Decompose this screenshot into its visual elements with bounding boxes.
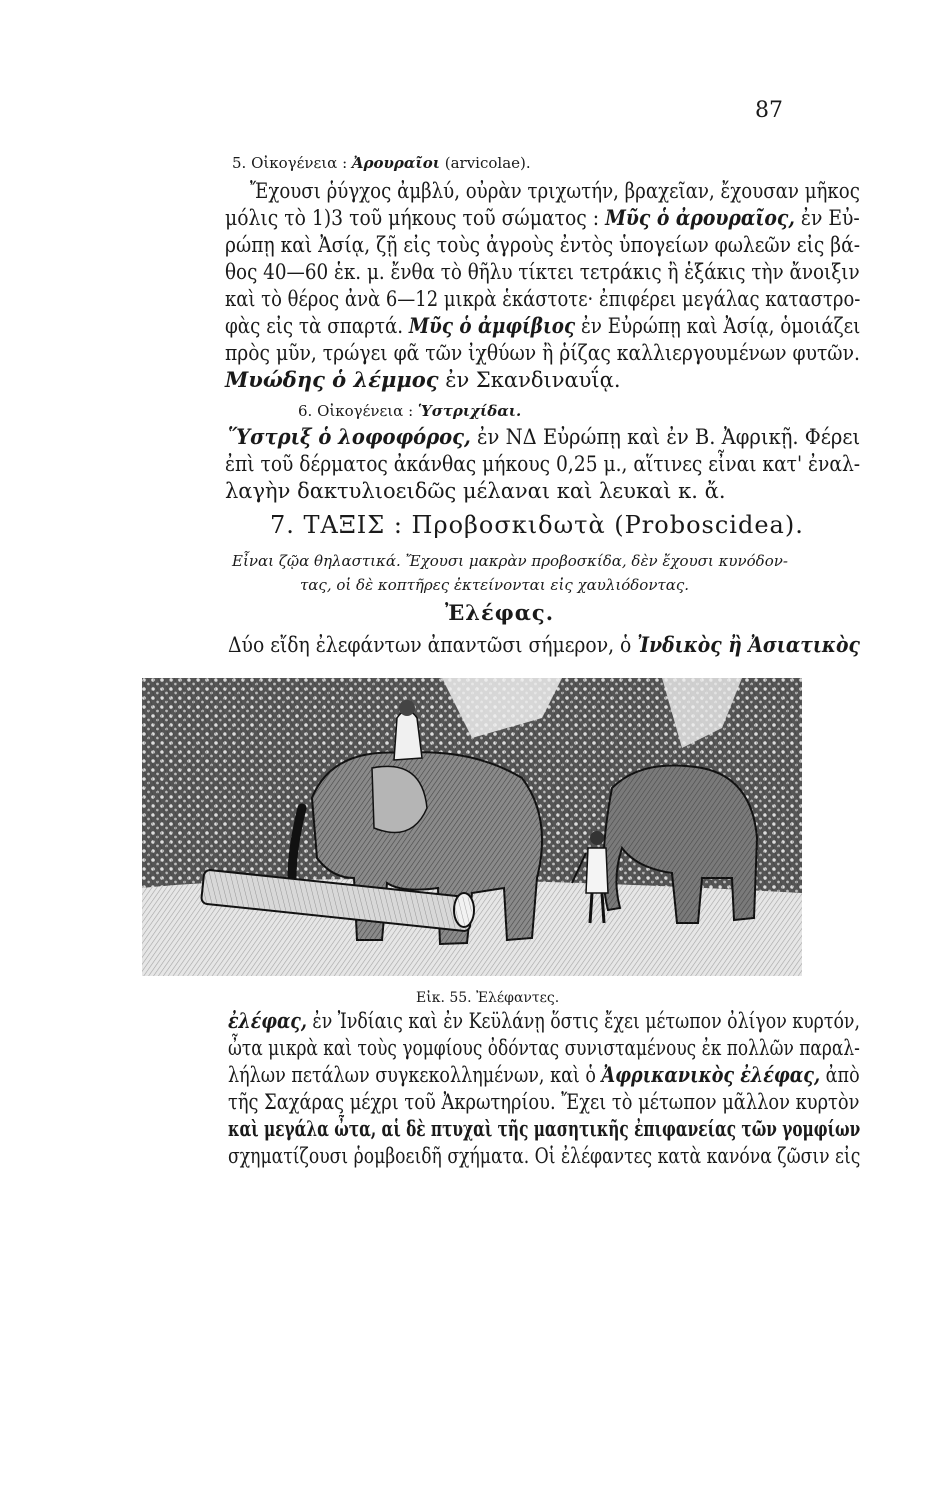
para3-line-5: καὶ μεγάλα ὦτα, αἱ δὲ πτυχαὶ τῆς μασητικῆς ἐπιφανείας τῶν γομφίων [228,1116,861,1141]
order-heading-7: 7. ΤΑΞΙΣ : Προβοσκιδωτὰ (Proboscidea). [270,511,804,539]
para1-line-2: μόλις τὸ 1)3 τοῦ μήκους τοῦ σώματος : Μῦς ὁ ἀρουραῖος, ἐν Εὐ- [225,205,860,230]
genus-heading: Ἐλέφας. [445,600,555,625]
page-number: 87 [755,98,783,123]
para1-line-8: Μυώδης ὁ λέμμος ἐν Σκανδιναυΐᾳ. [225,367,621,392]
para2-line-3: λαγὴν δακτυλιοειδῶς μέλαναι καὶ λευκαὶ κ. ἄ. [225,479,726,503]
order-description-line-1: Εἶναι ζῷα θηλαστικά. Ἔχουσι μακρὰν προβοσκίδα, δὲν ἔχουσι κυνόδον- [232,552,788,570]
para1-line-7: πρὸς μῦν, τρώγει φᾶ τῶν ἰχθύων ἢ ῥίζας καλλιεργουμένων φυτῶν. [225,341,860,365]
para2-line-2: ἐπὶ τοῦ δέρματος ἀκάνθας μήκους 0,25 μ., αἵτινες εἶναι κατ' ἐναλ- [225,452,861,476]
para1-line-5: καὶ τὸ θέρος ἀνὰ 6—12 μικρὰ ἑκάστοτε· ἐπιφέρει μεγάλας καταστρο- [225,287,861,311]
family-heading-5-text: 5. Οἰκογένεια : [232,154,352,172]
family-heading-6-text: 6. Οἰκογένεια : [298,402,418,420]
elephant-intro: Δύο εἴδη ἐλεφάντων ἀπαντῶσι σήμερον, ὁ Ἰνδικὸς ἢ Ἀσιατικὸς [228,632,860,657]
para3-line-1: ἐλέφας, ἐν Ἰνδίαις καὶ ἐν Κεϋλάνῃ ὅστις ἔχει μέτωπον ὀλίγον κυρτόν, [228,1008,860,1033]
para3-line-2: ὦτα μικρὰ καὶ τοὺς γομφίους ὀδόντας συνισταμένους ἐκ πολλῶν παραλ- [228,1036,860,1060]
species-name: Μυώδης ὁ λέμμος [225,367,439,392]
species-name: Μῦς ὁ ἀμφίβιος [408,313,576,338]
species-name: Ἀφρικανικὸς ἐλέφας, [601,1062,821,1087]
species-name: ἐλέφας, [228,1008,307,1033]
family-latin-5: (arvicolae). [439,154,531,172]
species-name: Ὕστριξ ὁ λοφοφόρος, [228,424,471,449]
family-heading-5 [232,150,531,176]
para3-line-6: σχηματίζουσι ῥομβοειδῆ σχήματα. Οἱ ἐλέφαντες κατὰ κανόνα ζῶσιν εἰς [228,1144,861,1168]
para3-line-4: τῆς Σαχάρας μέχρι τοῦ Ἀκρωτηρίου. Ἔχει τὸ μέτωπον μᾶλλον κυρτὸν [228,1090,860,1114]
para2-line-1: Ὕστριξ ὁ λοφοφόρος, ἐν ΝΔ Εὐρώπῃ καὶ ἐν Β. Ἀφρικῇ. Φέρει [228,424,861,449]
figure-caption: Εἰκ. 55. Ἐλέφαντες. [416,990,560,1006]
order-description-line-2: τας, οἱ δὲ κοπτῆρες ἐκτείνονται εἰς χαυλιόδοντας. [300,576,690,594]
para3-line-3: λήλων πετάλων συγκεκολλημένων, καὶ ὁ Ἀφρικανικὸς ἐλέφας, ἀπὸ [228,1062,860,1087]
species-name: Ἰνδικὸς ἢ Ἀσιατικὸς [637,632,860,657]
species-name: Μῦς ὁ ἀρουραῖος, [605,205,795,230]
elephants-engraving [142,678,802,976]
para1-line-1: Ἔχουσι ῥύγχος ἀμβλύ, οὐρὰν τριχωτήν, βραχεῖαν, ἔχουσαν μῆκος [250,179,860,203]
family-name-5: Ἀρουραῖοι [351,154,440,172]
para1-line-4: θος 40—60 ἑκ. μ. ἔνθα τὸ θῆλυ τίκτει τετράκις ἢ ἑξάκις τὴν ἄνοιξιν [225,260,860,284]
family-heading-6 [298,398,521,424]
para1-line-6: φὰς εἰς τὰ σπαρτά. Μῦς ὁ ἀμφίβιος ἐν Εὐρώπῃ καὶ Ἀσίᾳ, ὁμοιάζει [225,313,861,338]
family-name-6: Ὑστριχίδαι. [417,402,522,420]
para1-line-3: ρώπῃ καὶ Ἀσίᾳ, ζῇ εἰς τοὺς ἀγροὺς ἐντὸς ὑπογείων φωλεῶν εἰς βά- [225,233,861,257]
